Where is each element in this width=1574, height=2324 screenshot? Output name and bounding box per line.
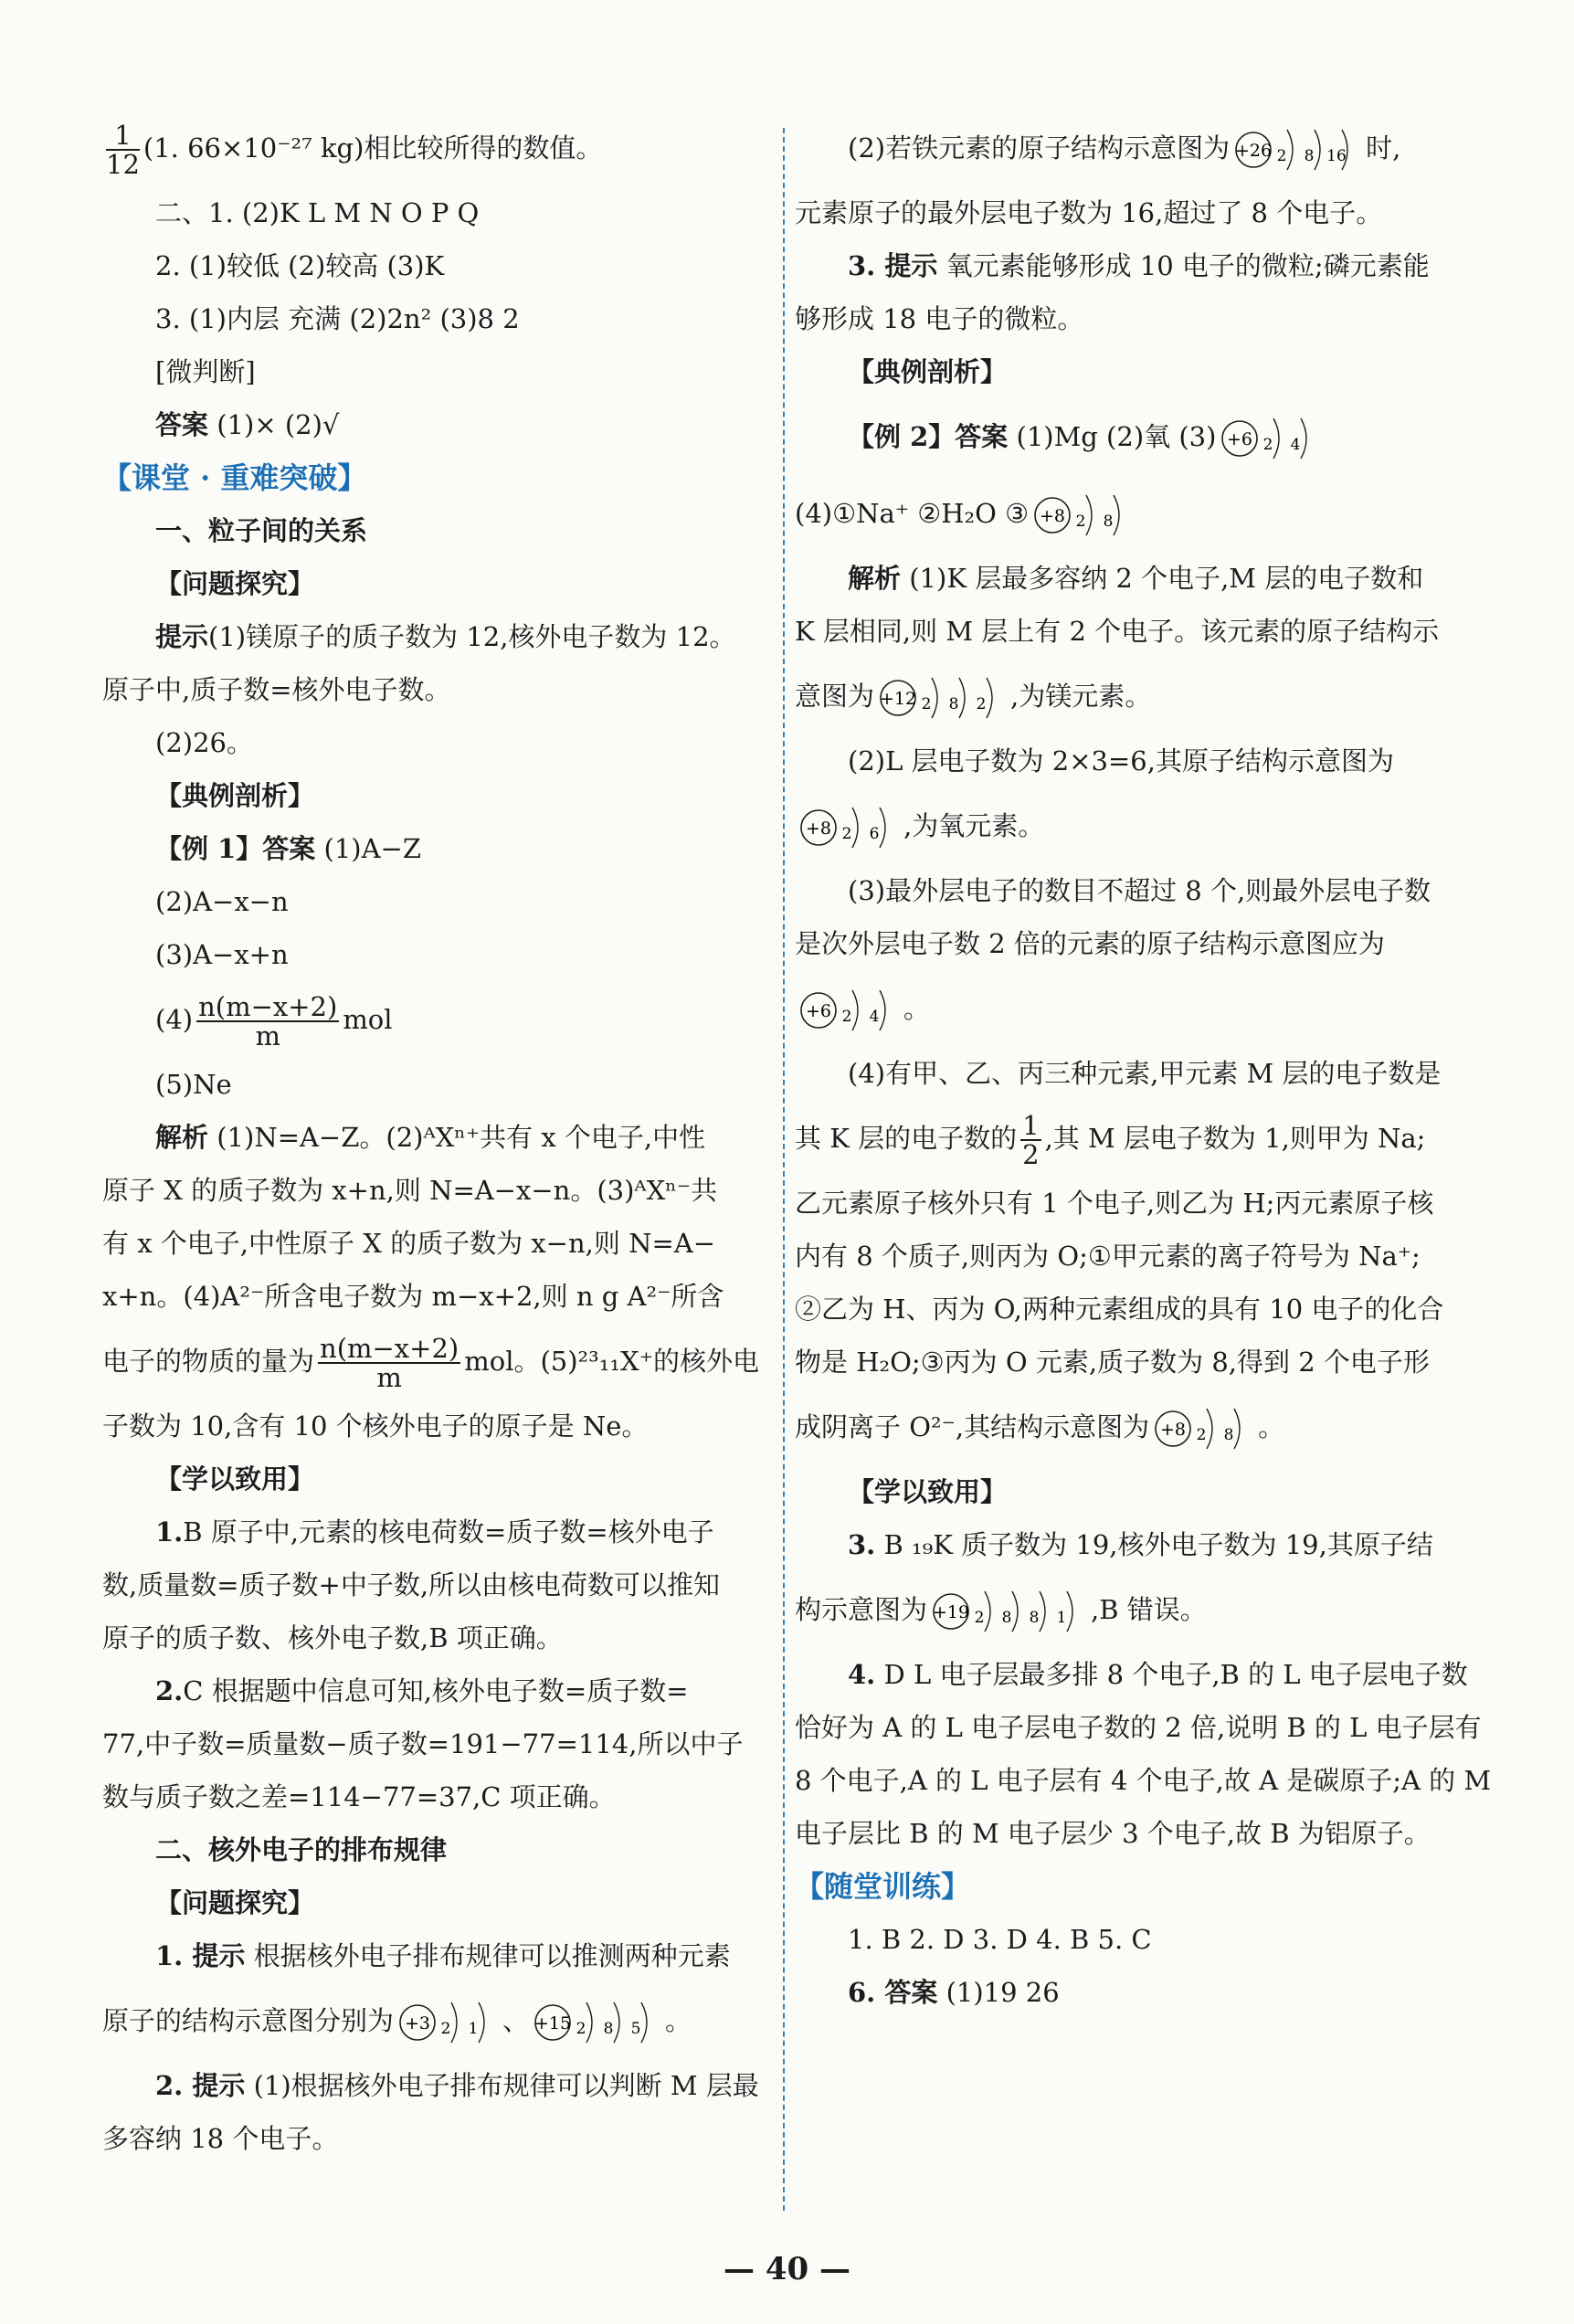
text: (1)× (2)√ — [217, 409, 340, 440]
text: (1. 66×10⁻²⁷ kg)相比较所得的数值。 — [143, 132, 603, 164]
fraction-numerator: n(m−x+2) — [320, 1333, 460, 1364]
fraction-denominator: m — [255, 1020, 280, 1051]
shell-electron-count: 2 — [841, 825, 852, 843]
shell-electron-count: 8 — [1304, 147, 1315, 165]
shell-arc — [987, 678, 992, 718]
label: 解析 — [848, 563, 902, 594]
subsection-title: 【问题探究】 — [155, 1887, 315, 1918]
text-line: 元素原子的最外层电子数为 16,超过了 8 个电子。 — [795, 197, 1383, 228]
text-line — [102, 2059, 797, 2112]
text-line: 2. (1)较低 (2)较高 (3)K — [155, 250, 445, 281]
text-line — [795, 239, 1489, 292]
shell-arc — [451, 2002, 457, 2043]
atom-svg — [1153, 1403, 1254, 1454]
text: (1)A−Z — [323, 833, 421, 864]
text: B 原子中,元素的核电荷数=质子数=核外电子 — [183, 1516, 714, 1548]
shell-electron-count: 5 — [630, 2020, 641, 2038]
atom-svg — [397, 1997, 499, 2048]
shell-arc — [614, 2002, 619, 2043]
text-line — [795, 1966, 1489, 2019]
atom-structure-diagram — [798, 985, 900, 1036]
text: 根据核外电子排布规律可以推测两种元素 — [253, 1940, 731, 1971]
text-line — [795, 1648, 1489, 1701]
text-line: 够形成 18 电子的微粒。 — [795, 303, 1084, 334]
text: mol — [343, 1004, 393, 1035]
shell-arc — [880, 808, 885, 848]
text-line: 数与质子数之差=114−77=37,C 项正确。 — [102, 1781, 616, 1812]
nucleus-charge: +8 — [1160, 1420, 1187, 1440]
text-line: (2)26。 — [155, 727, 253, 758]
text: 氧元素能够形成 10 电子的微粒;磷元素能 — [945, 250, 1430, 281]
shell-arc — [1273, 418, 1279, 459]
shell-electron-count: 2 — [1263, 436, 1273, 454]
text-line — [102, 1323, 797, 1400]
text-line: 二、1. (2)K L M N O P Q — [155, 197, 480, 228]
text: D L 电子层最多排 8 个电子,B 的 L 电子层电子数 — [883, 1659, 1468, 1690]
shell-electron-count: 2 — [1075, 512, 1086, 531]
shell-arc — [852, 990, 858, 1030]
text-line: 8 个电子,A 的 L 电子层有 4 个电子,故 A 是碳原子;A 的 M — [795, 1765, 1492, 1796]
text-line: [微判断] — [155, 356, 256, 387]
text-line: ②乙为 H、丙为 O,两种元素组成的具有 10 电子的化合 — [795, 1294, 1444, 1325]
nucleus-charge: +3 — [405, 2013, 431, 2034]
text: ,为氧元素。 — [903, 810, 1045, 841]
text-line — [795, 110, 1489, 186]
shell-electron-count: 8 — [1029, 1609, 1040, 1627]
text-line — [102, 1929, 797, 1982]
text-line — [102, 981, 797, 1058]
text: 时, — [1366, 132, 1401, 164]
text-line: 原子 X 的质子数为 x+n,则 N=A−x−n。(3)ᴬXⁿ⁻共 — [102, 1175, 718, 1206]
label: 6. 答案 — [848, 1977, 938, 2008]
shell-electron-count: 6 — [869, 825, 880, 843]
fraction-numerator: 1 — [1022, 1110, 1040, 1141]
nucleus-charge: +15 — [533, 2013, 572, 2034]
text-line: (2)L 层电子数为 2×3=6,其原子结构示意图为 — [848, 745, 1394, 776]
label: 【例 1】答案 — [155, 833, 316, 864]
atom-structure-diagram — [931, 1586, 1087, 1637]
atom-structure-diagram — [1032, 490, 1134, 541]
fraction-denominator: 2 — [1022, 1139, 1040, 1170]
text-line: 恰好为 A 的 L 电子层电子数的 2 倍,说明 B 的 L 电子层有 — [795, 1712, 1482, 1743]
label: 1. — [155, 1516, 184, 1548]
text-line: (3)最外层电子的数目不超过 8 个,则最外层电子数 — [848, 875, 1431, 906]
label: 3. — [848, 1529, 876, 1560]
text: (1)镁原子的质子数为 12,核外电子数为 12。 — [208, 621, 736, 652]
atom-svg — [1032, 490, 1134, 541]
nucleus-charge: +26 — [1235, 141, 1273, 161]
shell-electron-count: 2 — [440, 2020, 451, 2038]
atom-structure-diagram — [1220, 413, 1321, 464]
text: mol。(5)²³₁₁X⁺的核外电 — [464, 1346, 760, 1377]
shell-electron-count: 8 — [1103, 512, 1114, 531]
text-line: 内有 8 个质子,则丙为 O;①甲元素的离子符号为 Na⁺; — [795, 1241, 1421, 1272]
section-heading: 【课堂 · 重难突破】 — [102, 460, 367, 495]
shell-electron-count: 2 — [921, 695, 932, 713]
text-line: 物是 H₂O;③丙为 O 元素,质子数为 8,得到 2 个电子形 — [795, 1347, 1430, 1378]
text-line: (4)有甲、乙、丙三种元素,甲元素 M 层的电子数是 — [848, 1058, 1442, 1089]
fraction — [318, 1335, 460, 1391]
text-line — [795, 970, 1489, 1047]
nucleus-charge: +19 — [932, 1602, 970, 1622]
label: 【例 2】答案 — [848, 421, 1009, 452]
left-column — [102, 110, 797, 2165]
text: (1)N=A−Z。(2)ᴬXⁿ⁺共有 x 个电子,中性 — [217, 1122, 706, 1153]
fraction — [196, 993, 339, 1050]
text: 。 — [665, 2005, 692, 2036]
text: 构示意图为 — [795, 1594, 928, 1625]
atom-svg — [533, 1997, 661, 2048]
text-line — [795, 398, 1489, 475]
shell-electron-count: 2 — [841, 1008, 852, 1026]
subsection-title: 【典例剖析】 — [848, 356, 1008, 387]
label: 2. — [155, 1675, 184, 1706]
fraction-denominator: m — [376, 1362, 402, 1393]
subsection-title: 【学以致用】 — [848, 1476, 1008, 1507]
text-line: 多容纳 18 个电子。 — [102, 2123, 339, 2154]
shell-arc — [1315, 130, 1320, 170]
shell-electron-count: 4 — [869, 1008, 880, 1026]
shell-arc — [1086, 495, 1092, 535]
text-line: 有 x 个电子,中性原子 X 的质子数为 x−n,则 N=A− — [102, 1228, 715, 1259]
text-line: 原子的质子数、核外电子数,B 项正确。 — [102, 1622, 563, 1653]
shell-electron-count: 8 — [1223, 1426, 1234, 1444]
text: ,为镁元素。 — [1010, 681, 1152, 712]
text: 原子的结构示意图分别为 — [102, 2005, 395, 2036]
text: (1)根据核外电子排布规律可以判断 M 层最 — [253, 2070, 759, 2101]
text-line — [102, 1664, 797, 1717]
shell-electron-count: 8 — [948, 695, 959, 713]
atom-structure-diagram — [1153, 1403, 1254, 1454]
shell-electron-count: 2 — [1276, 147, 1287, 165]
shell-electron-count: 1 — [1056, 1609, 1067, 1627]
shell-electron-count: 8 — [603, 2020, 614, 2038]
nucleus-charge: +6 — [805, 1001, 832, 1021]
nucleus-charge: +6 — [1227, 429, 1253, 449]
subsection-title: 【典例剖析】 — [155, 780, 315, 811]
subsection-title: 【学以致用】 — [155, 1463, 315, 1495]
text: (4)①Na⁺ ②H₂O ③ — [795, 498, 1030, 529]
text-line: x+n。(4)A²⁻所含电子数为 m−x+2,则 n g A²⁻所含 — [102, 1281, 724, 1312]
atom-structure-diagram — [798, 802, 900, 853]
text-line: 子数为 10,含有 10 个核外电子的原子是 Ne。 — [102, 1410, 649, 1442]
text-line — [102, 398, 797, 451]
text-line: K 层相同,则 M 层上有 2 个电子。该元素的原子结构示 — [795, 616, 1440, 647]
shell-arc — [586, 2002, 592, 2043]
label: 答案 — [155, 409, 209, 440]
shell-electron-count: 4 — [1291, 436, 1301, 454]
text: ,B 错误。 — [1091, 1594, 1207, 1625]
text: 电子的物质的量为 — [102, 1346, 315, 1377]
text-line: 乙元素原子核外只有 1 个电子,则乙为 H;丙元素原子核 — [795, 1188, 1434, 1219]
shell-arc — [1067, 1591, 1072, 1632]
text-line: (2)A−x−n — [155, 886, 289, 917]
text-line — [795, 658, 1489, 734]
text-line — [795, 1518, 1489, 1571]
shell-arc — [1207, 1409, 1212, 1449]
text-line — [102, 1505, 797, 1558]
shell-electron-count: 1 — [468, 2020, 479, 2038]
shell-electron-count: 2 — [1196, 1426, 1207, 1444]
fraction-denominator: 12 — [106, 149, 140, 180]
shell-arc — [852, 808, 858, 848]
fraction — [106, 121, 140, 178]
atom-svg — [931, 1586, 1087, 1637]
text-line: 是次外层电子数 2 倍的元素的原子结构示意图应为 — [795, 928, 1385, 959]
text: 、 — [502, 2005, 530, 2036]
page-number: — 40 — — [724, 2251, 850, 2287]
right-column — [795, 110, 1492, 2019]
shell-electron-count: 2 — [974, 1609, 985, 1627]
text-line — [795, 1571, 1489, 1648]
text: (1)19 26 — [945, 1977, 1060, 2008]
text-line — [795, 552, 1489, 605]
label: 1. 提示 — [155, 1940, 246, 1971]
text-line: (3)A−x+n — [155, 939, 289, 970]
fraction-numerator: 1 — [106, 121, 140, 151]
shell-arc — [479, 2002, 484, 2043]
shell-arc — [959, 678, 965, 718]
text-line — [795, 475, 1489, 552]
subsection-title: 二、核外电子的排布规律 — [155, 1834, 448, 1865]
shell-arc — [1301, 418, 1306, 459]
label: 3. 提示 — [848, 250, 938, 281]
text-line — [102, 610, 797, 663]
shell-electron-count: 2 — [976, 695, 987, 713]
text-line — [795, 787, 1489, 864]
text-line: 3. (1)内层 充满 (2)2n² (3)8 2 — [155, 303, 520, 334]
text: (4) — [155, 1004, 194, 1035]
shell-arc — [985, 1591, 990, 1632]
text-line — [795, 1100, 1489, 1177]
atom-svg — [878, 672, 1007, 724]
fraction — [1020, 1112, 1041, 1168]
label: 解析 — [155, 1122, 209, 1153]
section-heading: 【随堂训练】 — [795, 1869, 971, 1904]
text: (2)若铁元素的原子结构示意图为 — [848, 132, 1231, 164]
shell-electron-count: 8 — [1001, 1609, 1012, 1627]
text: 。 — [1258, 1411, 1285, 1442]
atom-structure-diagram — [878, 672, 1007, 724]
label: 提示 — [155, 621, 209, 652]
text-line: 1. B 2. D 3. D 4. B 5. C — [848, 1924, 1152, 1955]
shell-arc — [641, 2002, 647, 2043]
text-line — [102, 822, 797, 875]
text-line: 电子层比 B 的 M 电子层少 3 个电子,故 B 为铝原子。 — [795, 1818, 1431, 1849]
text-line: 原子中,质子数=核外电子数。 — [102, 674, 451, 705]
shell-arc — [1040, 1591, 1045, 1632]
atom-svg — [798, 802, 900, 853]
label: 4. — [848, 1659, 876, 1690]
shell-arc — [1114, 495, 1119, 535]
atom-svg — [1233, 124, 1362, 175]
text-line — [102, 1111, 797, 1164]
shell-electron-count: 2 — [576, 2020, 586, 2038]
shell-arc — [1012, 1591, 1018, 1632]
subsection-title: 【问题探究】 — [155, 568, 315, 599]
subsection-title: 一、粒子间的关系 — [155, 515, 368, 546]
atom-structure-diagram — [1233, 124, 1362, 175]
shell-arc — [1287, 130, 1293, 170]
atom-svg — [798, 985, 900, 1036]
nucleus-charge: +12 — [879, 689, 917, 709]
text-line — [795, 1389, 1489, 1465]
text-line — [102, 110, 797, 186]
text: 成阴离子 O²⁻,其结构示意图为 — [795, 1411, 1150, 1442]
atom-structure-diagram — [533, 1997, 661, 2048]
text: C 根据题中信息可知,核外电子数=质子数= — [183, 1675, 689, 1706]
text-line — [102, 1982, 797, 2059]
label: 2. 提示 — [155, 2070, 246, 2101]
fraction-numerator: n(m−x+2) — [198, 991, 338, 1022]
shell-arc — [932, 678, 937, 718]
shell-arc — [1234, 1409, 1240, 1449]
shell-electron-count: 16 — [1326, 147, 1347, 165]
nucleus-charge: +8 — [805, 819, 832, 839]
text: (1)K 层最多容纳 2 个电子,M 层的电子数和 — [909, 563, 1424, 594]
text: (1)Mg (2)氧 (3) — [1016, 421, 1217, 452]
text-line: (5)Ne — [155, 1069, 232, 1100]
atom-structure-diagram — [397, 1997, 499, 2048]
text-line: 数,质量数=质子数+中子数,所以由核电荷数可以推知 — [102, 1569, 721, 1600]
text: ,其 M 层电子数为 1,则甲为 Na; — [1044, 1123, 1426, 1154]
shell-arc — [880, 990, 885, 1030]
text-line: 77,中子数=质量数−质子数=191−77=114,所以中子 — [102, 1728, 744, 1759]
text: B ₁₉K 质子数为 19,核外电子数为 19,其原子结 — [883, 1529, 1433, 1560]
text: 意图为 — [795, 681, 875, 712]
atom-svg — [1220, 413, 1321, 464]
text: 。 — [903, 993, 931, 1024]
nucleus-charge: +8 — [1040, 506, 1066, 526]
text: 其 K 层的电子数的 — [795, 1123, 1018, 1154]
